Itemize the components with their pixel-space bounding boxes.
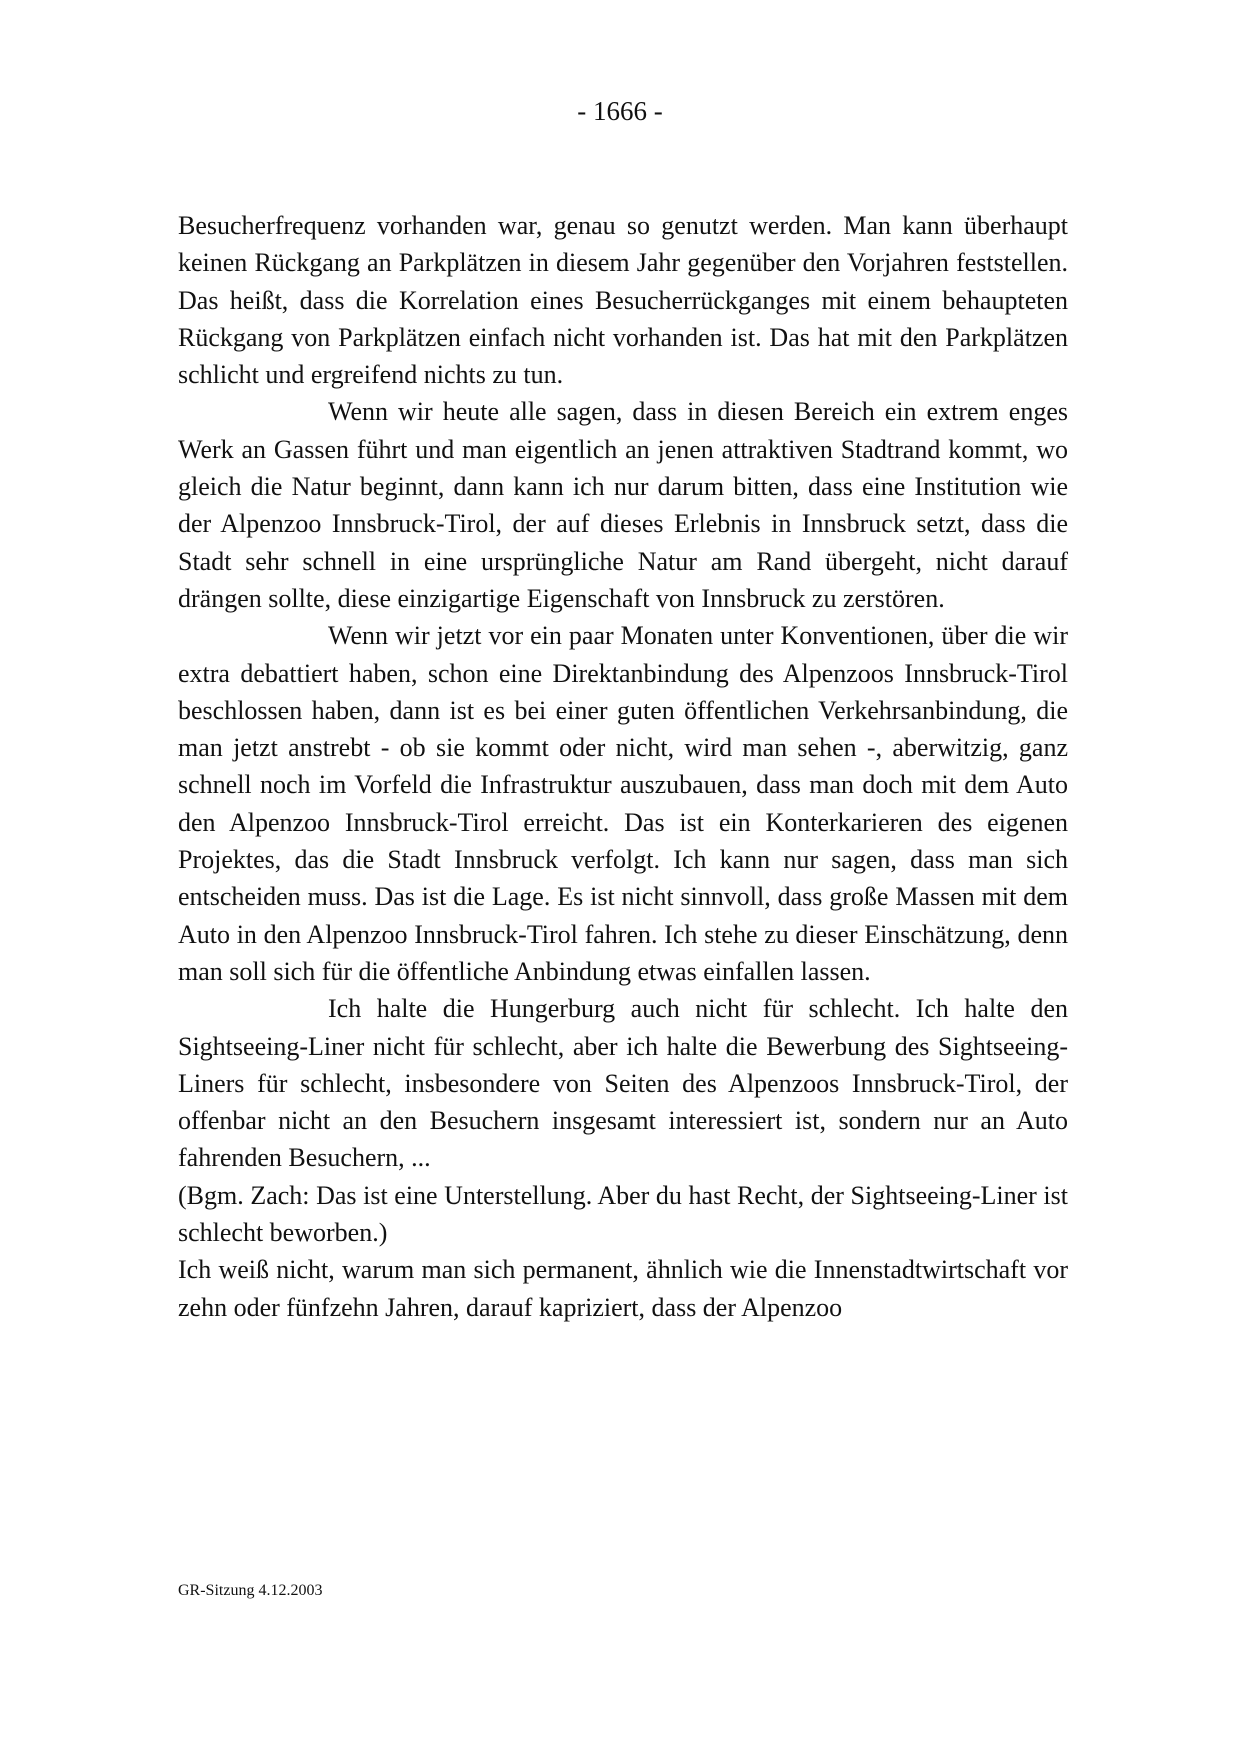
body-text	[178, 207, 1068, 1326]
page-number: - 1666 -	[577, 96, 663, 126]
paragraph-mayor-interjection: (Bgm. Zach: Das ist eine Unterstellung. Aber du hast Recht, der Sightseeing-Liner ist schlecht beworben.)	[178, 1180, 1068, 1248]
footer-session-date: GR-Sitzung 4.12.2003	[178, 1582, 323, 1599]
paragraph-continuation: Ich weiß nicht, warum man sich permanent, ähnlich wie die Innenstadtwirtschaft vor zehn oder fünfzehn Jahren, darauf kapriziert, dass der Alpenzoo	[178, 1255, 1068, 1322]
paragraph-city-edge-nature: Wenn wir heute alle sagen, dass in diesen Bereich ein extrem enges Werk an Gassen führt und man eigentlich an jenen attraktiven Stadtrand kommt, wo gleich die Natur beginnt, dann kann ich nur darum bitten, dass eine Institution wie der Alpenzoo Innsbruck-Tirol, der auf dieses Erlebnis in Innsbruck setzt, dass die Stadt sehr schnell in eine ursprüngliche Natur am Rand übergeht, nicht darauf drängen sollte, diese einzigartige Eigenschaft von Innsbruck zu zerstören.	[178, 397, 1068, 613]
paragraph-parking-correlation: Besucherfrequenz vorhanden war, genau so genutzt werden. Man kann überhaupt keinen Rückgang an Parkplätzen in diesem Jahr gegenüber den Vorjahren feststellen. Das heißt, dass die Korrelation eines Besucherrückganges mit einem behaupteten Rückgang von Parkplätzen einfach nicht vorhanden ist. Das hat mit den Parkplätzen schlicht und ergreifend nichts zu tun.	[178, 211, 1068, 390]
paragraph-sightseeing-liner: Ich halte die Hungerburg auch nicht für schlecht. Ich halte den Sightseeing-Liner nicht für schlecht, aber ich halte die Bewerbung des Sightseeing-Liners für schlecht, insbesondere von Seiten des Alpenzoos Innsbruck-Tirol, der offenbar nicht an den Besuchern insgesamt interessiert ist, sondern nur an Auto fahrenden Besuchern, ...	[178, 994, 1068, 1173]
paragraph-direct-connection: Wenn wir jetzt vor ein paar Monaten unter Konventionen, über die wir extra debattiert haben, schon eine Direktanbindung des Alpenzoos Innsbruck-Tirol beschlossen haben, dann ist es bei einer guten öffentlichen Verkehrsanbindung, die man jetzt anstrebt - ob sie kommt oder nicht, wird man sehen -, aberwitzig, ganz schnell noch im Vorfeld die Infrastruktur auszubauen, dass man doch mit dem Auto den Alpenzoo Innsbruck-Tirol erreicht. Das ist ein Konterkarieren des eigenen Projektes, das die Stadt Innsbruck verfolgt. Ich kann nur sagen, dass man sich entscheiden muss. Das ist die Lage. Es ist nicht sinnvoll, dass große Massen mit dem Auto in den Alpenzoo Innsbruck-Tirol fahren. Ich stehe zu dieser Einschätzung, denn man soll sich für die öffentliche Anbindung etwas einfallen lassen.	[178, 621, 1068, 986]
